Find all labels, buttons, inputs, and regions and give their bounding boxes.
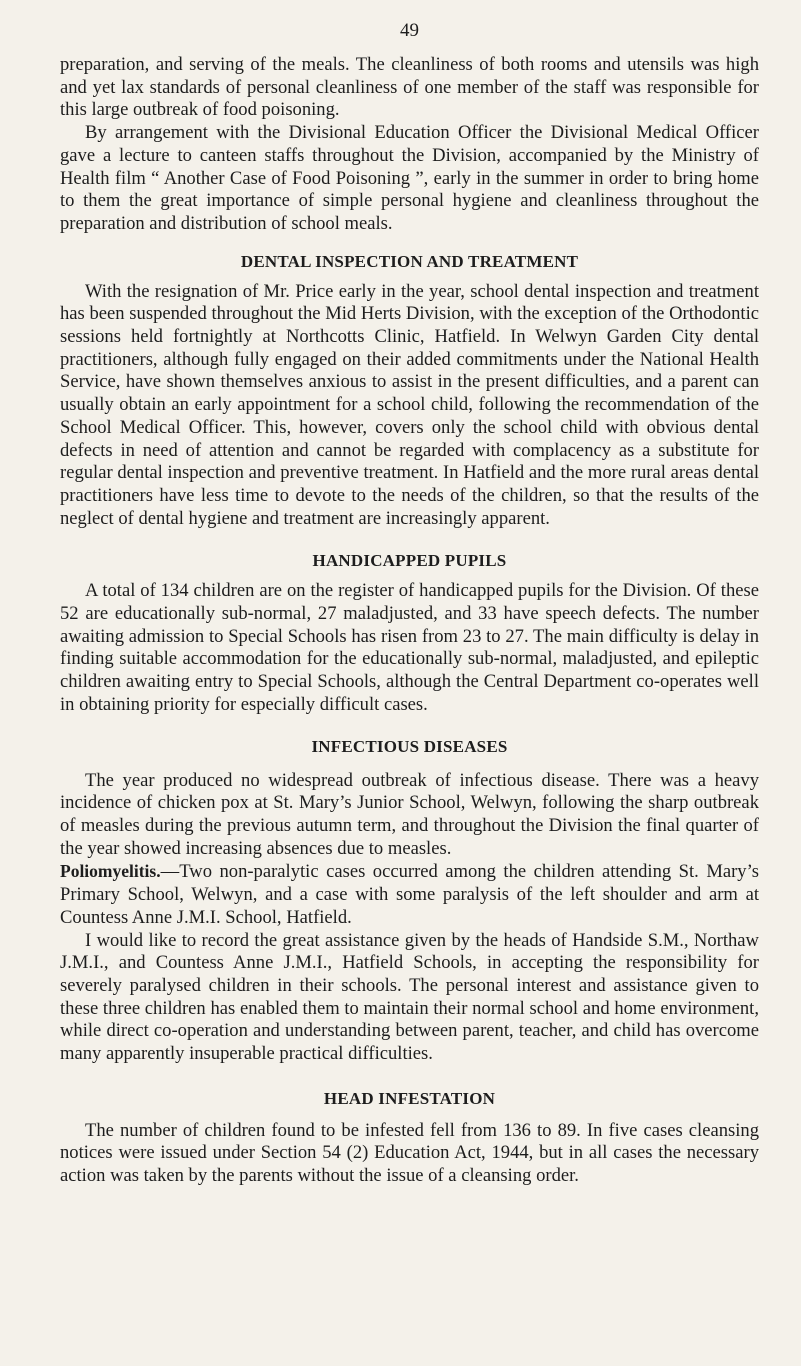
acknowledgement-paragraph: I would like to record the great assistance given by the heads of Handside S.M., Northaw J.M.I., and Countess Anne J.M.I., Hatfield Schools, in accepting the responsibility for severely paralysed children in their schools. The personal interest and assistance given to these three children has enabled them to maintain their normal school and home environment, while direct co-operation and understanding between parent, teacher, and child has overcome many apparently insuperable practical difficulties.: [60, 929, 759, 1065]
polio-paragraph: [60, 860, 759, 929]
handicapped-paragraph: A total of 134 children are on the register of handicapped pupils for the Division. Of these 52 are educationally sub-normal, 27 maladjusted, and 33 have speech defects. The number awaiting admission to Special Schools has risen from 23 to 27. The main difficulty is delay in finding suitable accommodation for the educationally sub-normal, maladjusted, and epileptic children awaiting entry to Special Schools, although the Central Department co-operates well in obtaining priority for especially difficult cases.: [60, 580, 759, 715]
heading-dental: DENTAL INSPECTION AND TREATMENT: [240, 251, 579, 271]
intro-paragraph: preparation, and serving of the meals. The cleanliness of both rooms and utensils was high and yet lax standards of personal cleanliness of one member of the staff was responsible for this large outbreak of food poisoning.: [60, 54, 759, 121]
head-infestation-paragraph: The number of children found to be infested fell from 136 to 89. In five cases cleansing notices were issued under Section 54 (2) Education Act, 1944, but in all cases the necessary action was taken by the parents without the issue of a cleansing order.: [60, 1119, 759, 1187]
lecture-paragraph: By arrangement with the Divisional Education Officer the Divisional Medical Officer gave a lecture to canteen staffs throughout the Division, accompanied by the Ministry of Health film “ Another Case of Food Poisoning ”, early in the summer in order to bring home to them the great importance of simple personal hygiene and cleanliness throughout the preparation and distribution of school meals.: [60, 122, 759, 234]
heading-infectious: INFECTIOUS DISEASES: [311, 736, 508, 756]
page-number: 49: [400, 20, 419, 41]
polio-label: Poliomyelitis.: [60, 861, 161, 882]
heading-handicapped: HANDICAPPED PUPILS: [312, 551, 507, 571]
infectious-paragraph: The year produced no widespread outbreak of infectious disease. There was a heavy incidence of chicken pox at St. Mary’s Junior School, Welwyn, following the sharp outbreak of measles during the previous autumn term, and throughout the Division the final quarter of the year showed increasing absences due to measles.: [60, 769, 759, 859]
polio-text: —Two non-paralytic cases occurred among the children attending St. Mary’s Primary School, Welwyn, and a case with some paralysis of the left shoulder and arm at Countess Anne J.M.I. School, Hatfield.: [60, 861, 759, 928]
heading-head-infestation: HEAD INFESTATION: [323, 1088, 496, 1108]
dental-paragraph: With the resignation of Mr. Price early in the year, school dental inspection and treatment has been suspended throughout the Mid Herts Division, with the exception of the Orthodontic sessions held fortnightly at Northcotts Clinic, Hatfield. In Welwyn Garden City dental practitioners, although fully engaged on their added commitments under the National Health Service, have shown themselves anxious to assist in the present difficulties, and a parent can usually obtain an early appointment for a school child, following the recommendation of the School Medical Officer. This, however, covers only the school child with obvious dental defects in need of attention and cannot be regarded with complacency as a substitute for regular dental inspection and preventive treatment. In Hatfield and the more rural areas dental practitioners have less time to devote to the needs of the children, so that the results of the neglect of dental hygiene and treatment are increasingly apparent.: [60, 280, 759, 529]
